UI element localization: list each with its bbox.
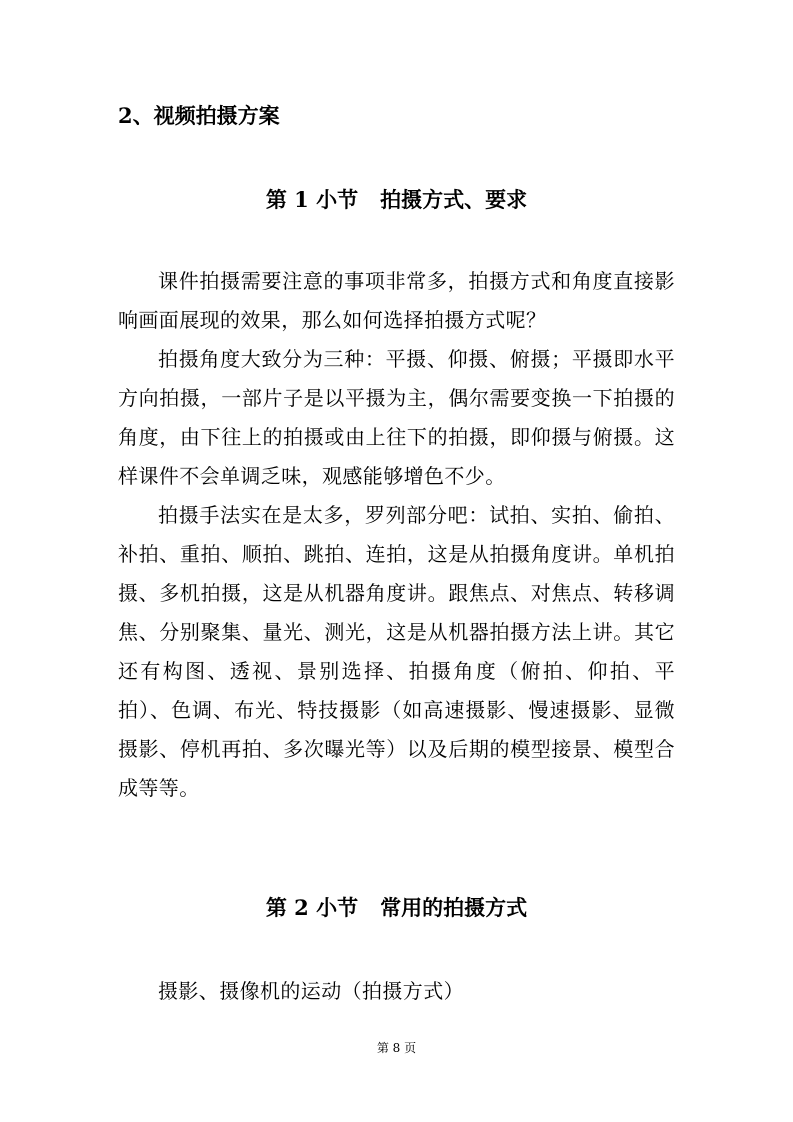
subsection-2-title bbox=[118, 892, 675, 924]
subsection-1-number: 第 1 小节 bbox=[265, 187, 359, 212]
paragraph-4: 摄影、摄像机的运动（拍摄方式） bbox=[158, 979, 464, 1003]
page-number-footer: 第 8 页 bbox=[376, 1041, 417, 1055]
subsection-2-number: 第 2 小节 bbox=[265, 895, 359, 920]
paragraph-3: 拍摄手法实在是太多，罗列部分吧：试拍、实拍、偷拍、补拍、重拍、顺拍、跳拍、连拍，这是从拍摄角度讲。单机拍摄、多机拍摄，这是从机器角度讲。跟焦点、对焦点、转移调焦、分别聚集、量光、测光，这是从机器拍摄方法上讲。其它还有构图、透视、景别选择、拍摄角度（俯拍、仰拍、平拍）、色调、布光、特技摄影（如高速摄影、慢速摄影、显微摄影、停机再拍、多次曝光等）以及后期的模型接景、模型合成等等。 bbox=[118, 503, 675, 800]
subsection-1-title bbox=[118, 184, 675, 216]
subsection-1-body bbox=[118, 262, 675, 808]
subsection-1-name: 拍摄方式、要求 bbox=[380, 187, 528, 212]
paragraph-1: 课件拍摄需要注意的事项非常多，拍摄方式和角度直接影响画面展现的效果，那么如何选择拍摄方式呢？ bbox=[118, 269, 675, 332]
subsection-2-name: 常用的拍摄方式 bbox=[380, 895, 528, 920]
paragraph-2: 拍摄角度大致分为三种：平摄、仰摄、俯摄；平摄即水平方向拍摄，一部片子是以平摄为主，偶尔需要变换一下拍摄的角度，由下往上的拍摄或由上往下的拍摄，即仰摄与俯摄。这样课件不会单调乏味，观感能够增色不少。 bbox=[118, 347, 675, 488]
subsection-2-body bbox=[118, 972, 675, 1011]
section-heading: 2、视频拍摄方案 bbox=[118, 103, 280, 128]
